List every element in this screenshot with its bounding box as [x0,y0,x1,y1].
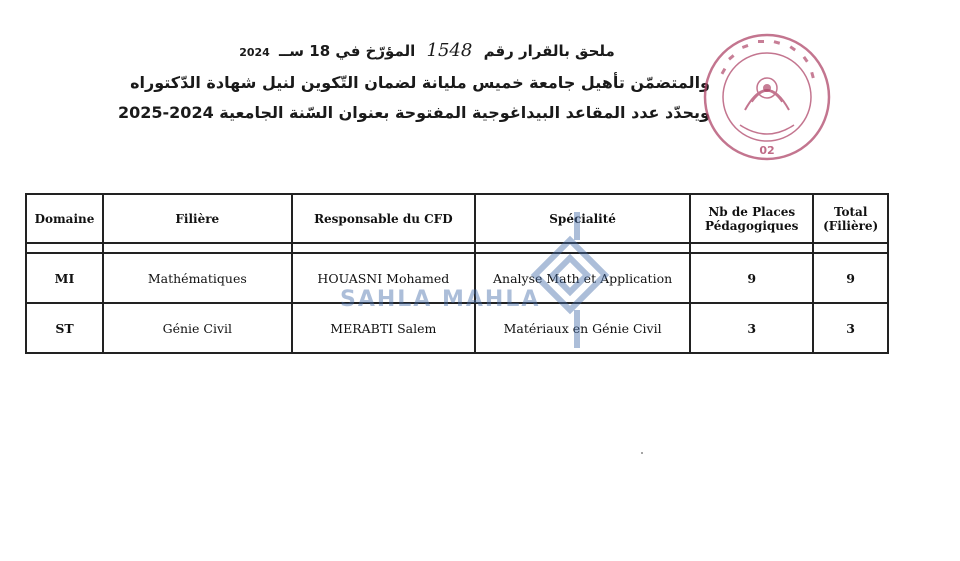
cell-domaine: MI [26,253,103,303]
col-total-line1: Total [833,204,868,219]
cell-filiere: Mathématiques [103,253,292,303]
cell-responsable: HOUASNI Mohamed [292,253,475,303]
table-gap-row [26,243,888,253]
col-filiere: Filière [103,194,292,243]
cell-specialite: Matériaux en Génie Civil [475,303,690,353]
document-header [118,36,710,128]
cell-domaine: ST [26,303,103,353]
col-domaine: Domaine [26,194,103,243]
cell-places: 3 [690,303,813,353]
col-total [813,194,888,243]
table-header-row [26,194,888,243]
header-day-month: 18 ســ [279,42,331,60]
header-year: 2024 [239,46,270,59]
cell-total: 3 [813,303,888,353]
official-stamp-icon [700,30,834,164]
cell-specialite: Analyse Math et Application [475,253,690,303]
watermark-text: SAHLA MAHLA [340,287,541,312]
cell-places: 9 [690,253,813,303]
stamp-number: 02 [759,144,775,157]
header-dated: المؤرّخ في [335,42,416,60]
decree-number: 1548 [426,40,473,61]
header-prefix: ملحق بالقرار رقم [483,42,615,60]
places-table [25,193,889,354]
col-total-line2: (Filière) [823,218,879,233]
cell-total: 9 [813,253,888,303]
col-places [690,194,813,243]
cell-filiere: Génie Civil [103,303,292,353]
scan-speck [641,452,643,454]
col-places-line2: Pédagogiques [705,218,799,233]
header-line-3: ويحدّد عدد المقاعد البيداغوجية المفتوحة بعنوان السّنة الجامعية 2024-2025 [118,103,710,122]
cell-responsable: MERABTI Salem [292,303,475,353]
col-specialite: Spécialité [475,194,690,243]
col-responsable: Responsable du CFD [292,194,475,243]
header-line-1 [150,36,710,68]
col-places-line1: Nb de Places [708,204,796,219]
header-line-2: والمتضمّن تأهيل جامعة خميس مليانة لضمان التّكوين لنيل شهادة الدّكتوراه [130,73,710,92]
